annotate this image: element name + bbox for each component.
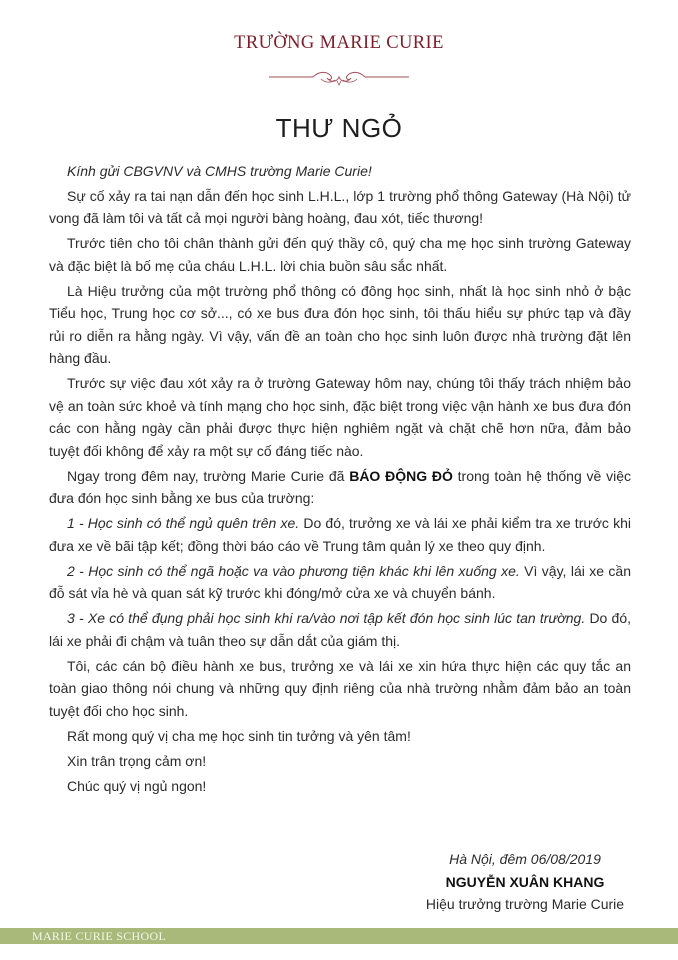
closing-line-1: Rất mong quý vị cha mẹ học sinh tin tưởng và yên tâm! [67, 727, 411, 744]
footer-band [0, 928, 678, 944]
paragraph-red-alert: Ngay trong đêm nay, trường Marie Curie đã BÁO ĐỘNG ĐỎ trong toàn hệ thống về việc đưa đón học sinh bằng xe bus của trường: [49, 467, 631, 506]
salutation: Kính gửi CBGVNV và CMHS trường Marie Curie! [67, 163, 372, 179]
rule-item-2: 2 - Học sinh có thể ngã hoặc va vào phương tiện khác khi lên xuống xe. Vì vậy, lái xe cần đỗ sát vỉa hè và quan sát kỹ trước khi đóng/mở cửa xe và chuyển bánh. [49, 562, 631, 601]
paragraph-incident: Sự cố xảy ra tai nạn dẫn đến học sinh L.H.L., lớp 1 trường phổ thông Gateway (Hà Nội) tử vong đã làm tôi và tất cả mọi người bàng hoàng, đau xót, tiếc thương! [49, 187, 631, 226]
paragraph-principal-role: Là Hiệu trưởng của một trường phổ thông có đông học sinh, nhất là học sinh nhỏ ở bậc Tiểu học, Trung học cơ sở..., có xe bus đưa đón học sinh, tôi thấu hiểu sự phức tạp và đầy rủi ro diễn ra hằng ngày. Vì vậy, vấn đề an toàn cho học sinh luôn được nhà trường đặt lên hàng đầu. [49, 282, 631, 366]
letter-body [49, 160, 631, 800]
signer-name: NGUYỄN XUÂN KHANG [445, 873, 605, 890]
closing-line-2: Xin trân trọng cảm ơn! [67, 752, 207, 769]
paragraph-condolence: Trước tiên cho tôi chân thành gửi đến quý thầy cô, quý cha mẹ học sinh trường Gateway và đặc biệt là bố mẹ của cháu L.H.L. lời chia buồn sâu sắc nhất. [49, 235, 631, 274]
footer-label: MARIE CURIE SCHOOL [32, 929, 167, 943]
signer-role: Hiệu trưởng trường Marie Curie [425, 896, 625, 912]
rule-item-1: 1 - Học sinh có thể ngủ quên trên xe. Do đó, trưởng xe và lái xe phải kiểm tra xe trước khi đưa xe về bãi tập kết; đồng thời báo cáo về Trung tâm quản lý xe theo quy định. [49, 515, 631, 554]
rule-item-3: 3 - Xe có thể đụng phải học sinh khi ra/vào nơi tập kết đón học sinh lúc tan trường. Do đó, lái xe phải đi chậm và tuân theo sự dẫn dắt của giám thị. [49, 610, 632, 649]
flourish-divider-icon [269, 68, 409, 86]
letter-title: THƯ NGỎ [275, 113, 403, 143]
signature-block [390, 848, 660, 916]
closing-line-3: Chúc quý vị ngủ ngon! [67, 777, 207, 794]
school-name-header: TRƯỜNG MARIE CURIE [234, 33, 444, 53]
red-alert-label: BÁO ĐỘNG ĐỎ [349, 467, 453, 484]
place-date: Hà Nội, đêm 06/08/2019 [449, 851, 601, 867]
paragraph-commitment: Tôi, các cán bộ điều hành xe bus, trưởng xe và lái xe xin hứa thực hiện các quy tắc an toàn giao thông nói chung và những quy định riêng của nhà trường nhằm đảm bảo an toàn tuyệt đối cho học sinh. [49, 657, 631, 719]
paragraph-responsibility: Trước sự việc đau xót xảy ra ở trường Gateway hôm nay, chúng tôi thấy trách nhiệm bảo vệ an toàn sức khoẻ và tính mạng cho học sinh, đặc biệt trong việc vận hành xe bus đưa đón các con hằng ngày cần phải được thực hiện nghiêm ngặt và chặt chẽ hơn nữa, đảm bảo tuyệt đối không để xảy ra một sự cố đáng tiếc nào. [49, 375, 631, 459]
